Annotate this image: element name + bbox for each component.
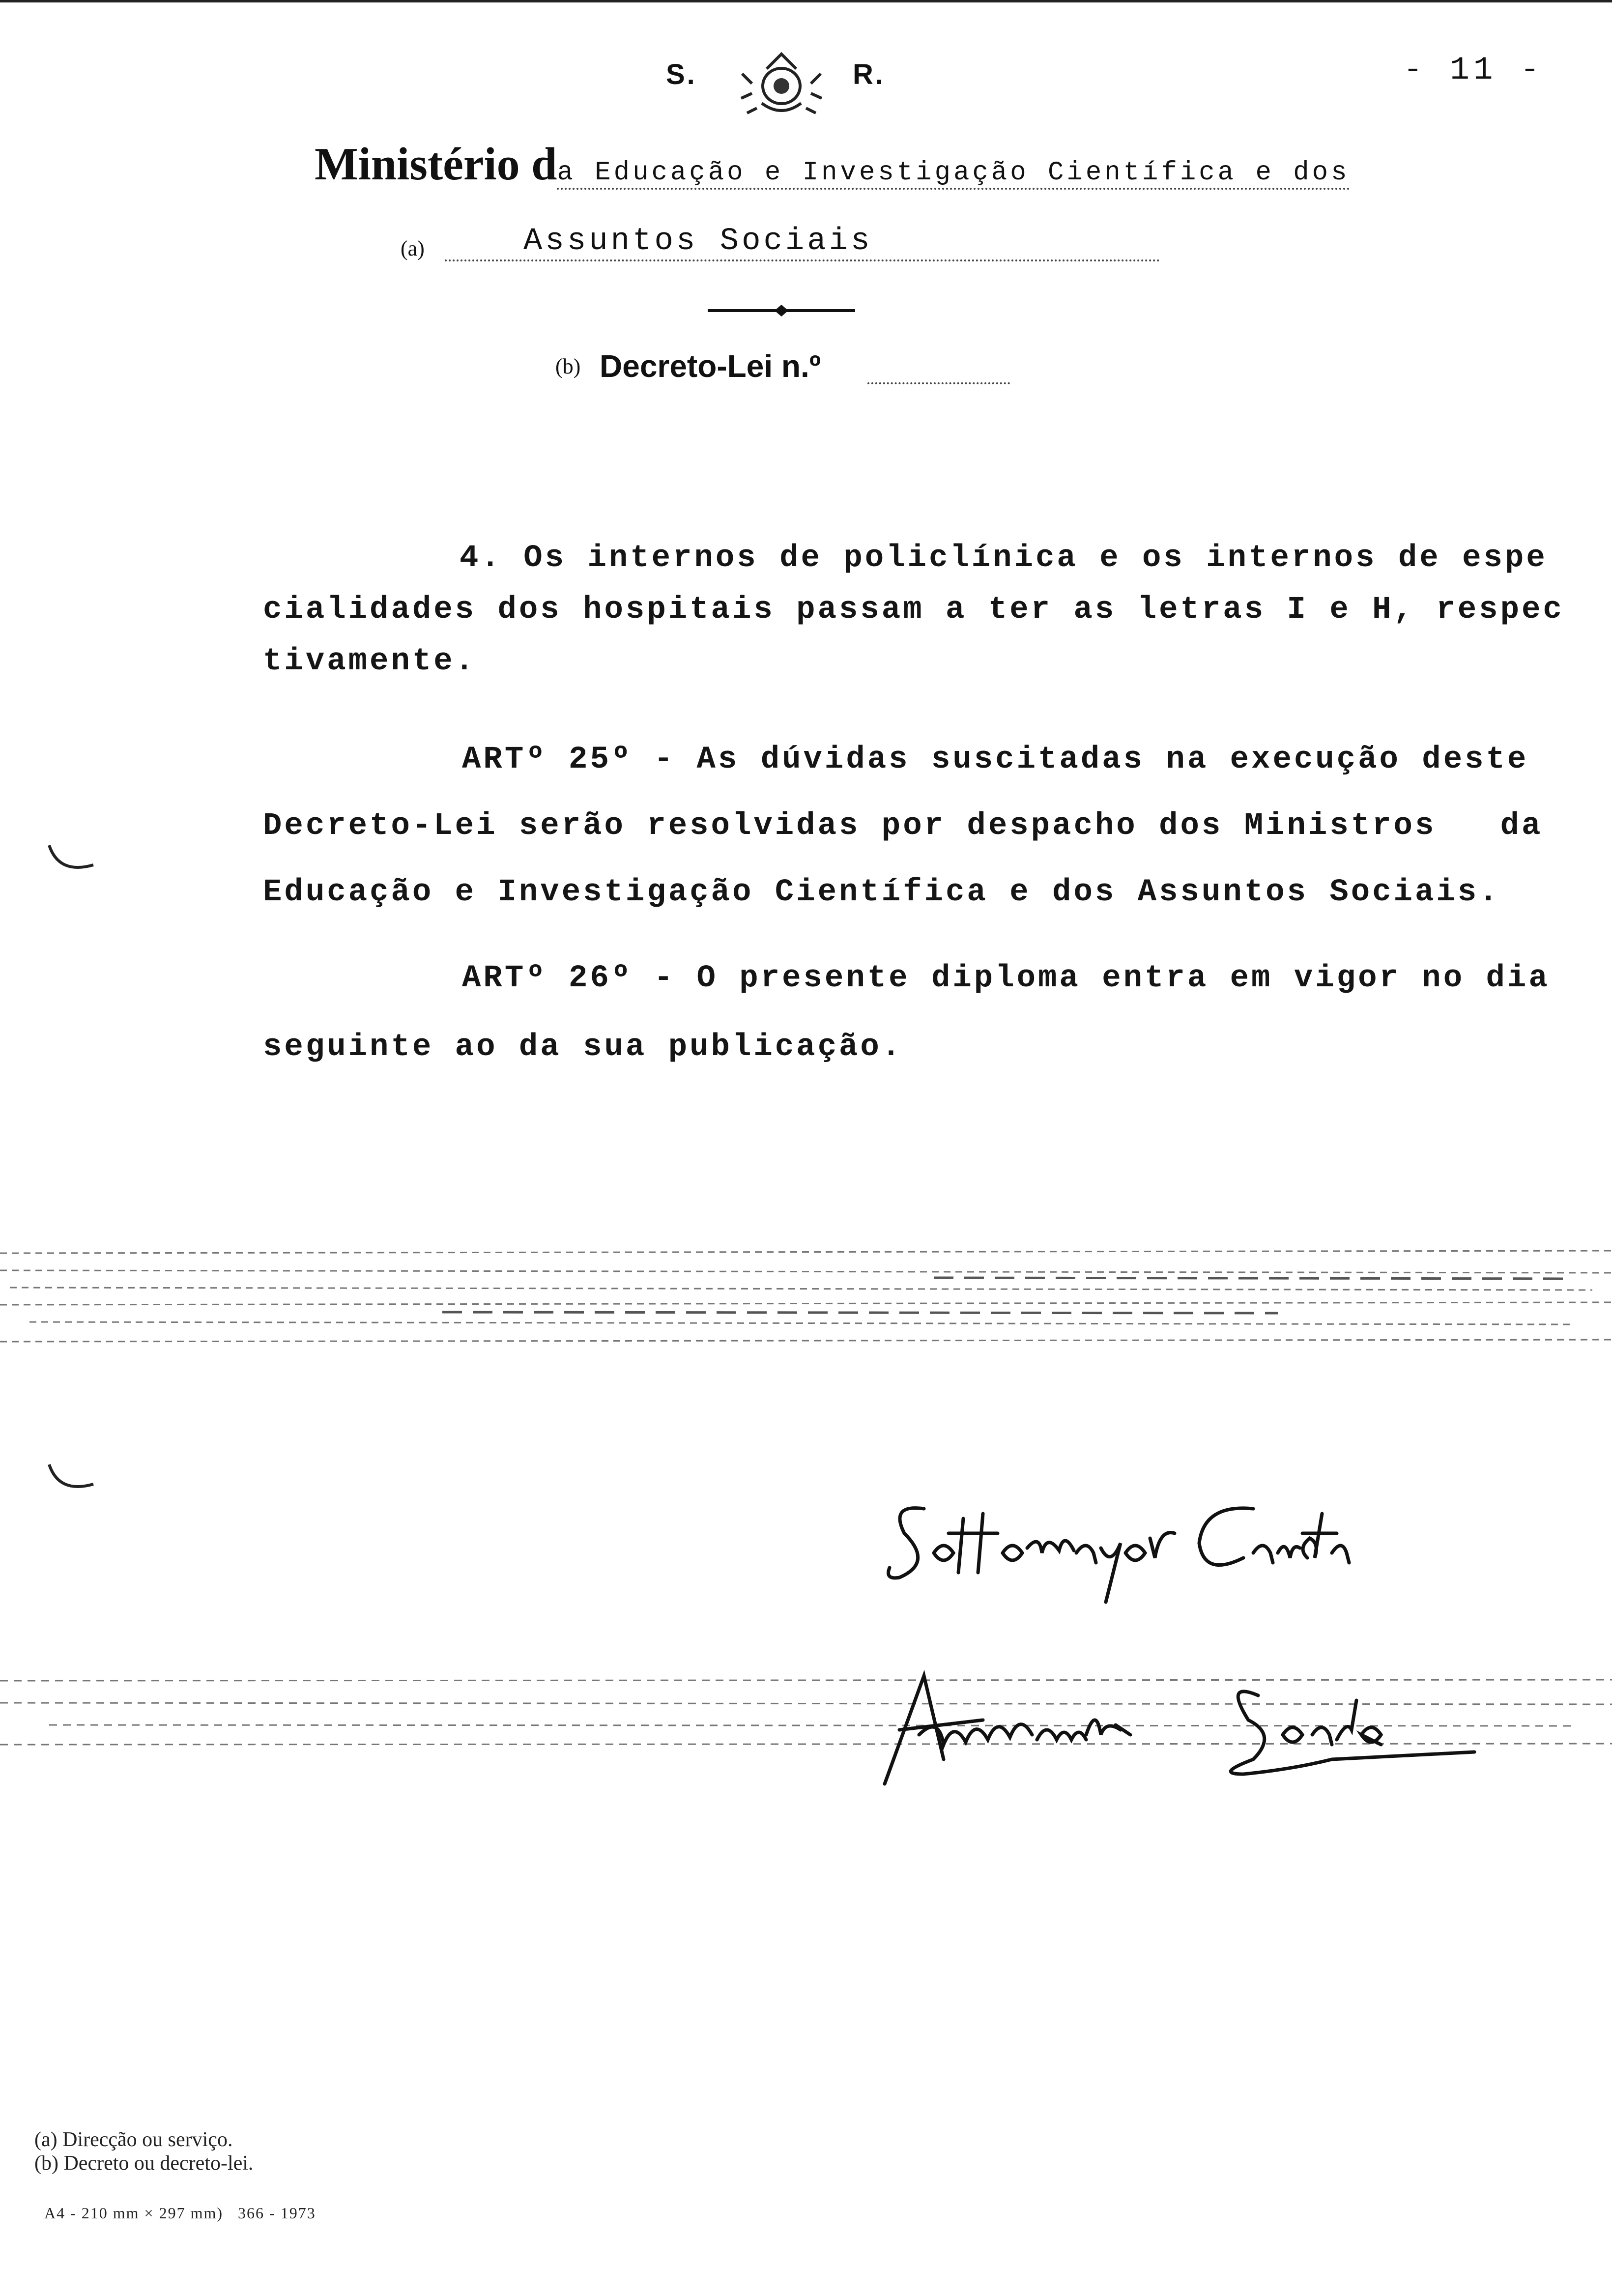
- ministry-typed-1: [557, 158, 1350, 190]
- label-b: (b): [555, 354, 581, 378]
- punch-hole-mark-1: [29, 835, 108, 894]
- ministry-title: Ministério d: [315, 139, 557, 190]
- header-s: S.: [666, 58, 697, 90]
- decree-label: Decreto-Lei n.º: [600, 348, 821, 384]
- signature-second: [870, 1661, 1489, 1799]
- p1-line3: tivamente.: [263, 644, 477, 679]
- decree-number-rule: [867, 358, 1010, 384]
- p1-line1: 4. Os internos de policlínica e os internos de espe: [460, 541, 1548, 576]
- ministry-line: [315, 138, 1350, 191]
- p1-line2: cialidades dos hospitais passam a ter as letras I e H, respec: [263, 592, 1564, 628]
- p2-line3: Educação e Investigação Científica e dos Assuntos Sociais.: [263, 875, 1500, 910]
- footnote-b: (b) Decreto ou decreto-lei.: [34, 2152, 254, 2175]
- p2-line2: Decreto-Lei serão resolvidas por despacho dos Ministros da: [263, 808, 1543, 844]
- ministry-line2-text: Assuntos Sociais: [523, 224, 873, 259]
- p2-line1: ARTº 25º - As dúvidas suscitadas na execução deste: [462, 742, 1529, 777]
- coat-of-arms-icon: [737, 39, 826, 118]
- page-number: - 11 -: [1403, 52, 1544, 88]
- p3-line1: ARTº 26º - O presente diploma entra em vigor no dia: [462, 961, 1550, 996]
- top-border-line: [0, 0, 1612, 2]
- ministry-small-a: a: [557, 158, 576, 188]
- form-code: A4 - 210 mm × 297 mm) 366 - 1973: [44, 2204, 316, 2222]
- footnote-a: (a) Direcção ou serviço.: [34, 2128, 233, 2151]
- divider-ornament: [708, 301, 855, 320]
- signature-sottomayor-cardia: [880, 1479, 1352, 1617]
- scan-noise-band-1: [0, 1224, 1612, 1371]
- header-r: R.: [853, 58, 885, 90]
- ministry-line1-text: Educação e Investigação Científica e dos: [595, 158, 1350, 188]
- punch-hole-mark-2: [29, 1455, 108, 1514]
- p3-line2: seguinte ao da sua publicação.: [263, 1030, 903, 1065]
- label-a: (a): [401, 236, 425, 260]
